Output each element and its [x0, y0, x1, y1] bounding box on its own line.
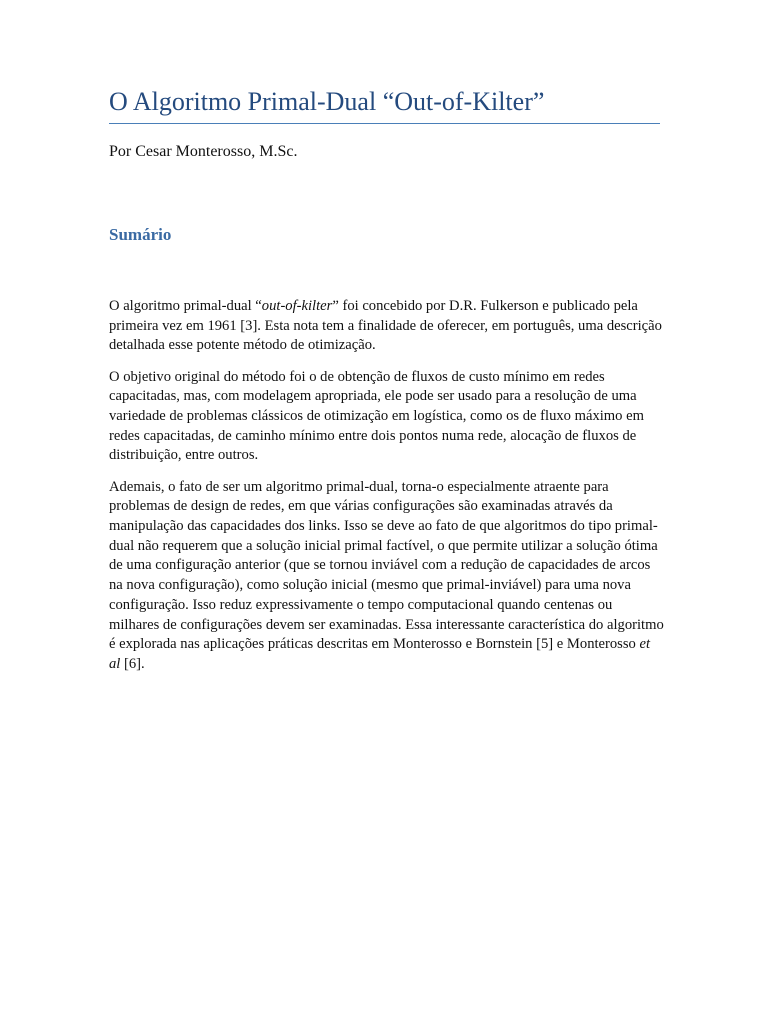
summary-body — [109, 297, 664, 686]
paragraph-3-emphasis: et al — [109, 636, 651, 672]
paragraph-3-text-end: [6]. — [120, 655, 145, 672]
paragraph-3-text-start: Ademais, o fato de ser um algoritmo primal-dual, torna-o especialmente atraente para problemas de design de redes, em que várias configurações são examinadas através da manipulação das capacidades dos links. Isso se deve ao fato de que algoritmos do tipo primal-dual não requerem que a solução inicial primal factível, o que permite utilizar a solução ótima de uma configuração anterior (que se tornou inviável com a redução de capacidades de arcos na nova configuração), como solução inicial (mesmo que primal-inviável) para uma nova configuração. Isso reduz expressivamente o tempo computacional quando centenas ou milhares de configurações devem ser examinadas. Essa interessante característica do algoritmo é explorada nas aplicações práticas descritas em Monterosso e Bornstein [5] e Monterosso — [109, 478, 664, 653]
author-line: Por Cesar Monterosso, M.Sc. — [109, 143, 298, 160]
paragraph-1 — [109, 297, 664, 356]
paragraph-2: O objetivo original do método foi o de obtenção de fluxos de custo mínimo em redes capacitadas, mas, com modelagem apropriada, ele pode ser usado para a resolução de uma variedade de problemas clássicos de otimização em logística, como os de fluxo máximo em redes capacitadas, de caminho mínimo entre dois pontos numa rede, alocação de fluxos de distribuição, entre outros. — [109, 368, 644, 464]
paragraph-1-emphasis: out-of-kilter — [261, 298, 333, 314]
section-heading-summary: Sumário — [109, 225, 172, 244]
document-title: O Algoritmo Primal-Dual “Out-of-Kilter” — [109, 87, 545, 116]
paragraph-3 — [109, 478, 664, 675]
paragraph-1-text-end: ” foi concebido por D.R. Fulkerson e publicado pela primeira vez em 1961 [3]. Esta nota tem a finalidade de oferecer, em português, uma descrição detalhada esse potente método de otimização. — [109, 298, 662, 354]
paragraph-1-text-start: O algoritmo primal-dual “ — [109, 298, 262, 314]
title-underline-rule — [109, 123, 660, 124]
